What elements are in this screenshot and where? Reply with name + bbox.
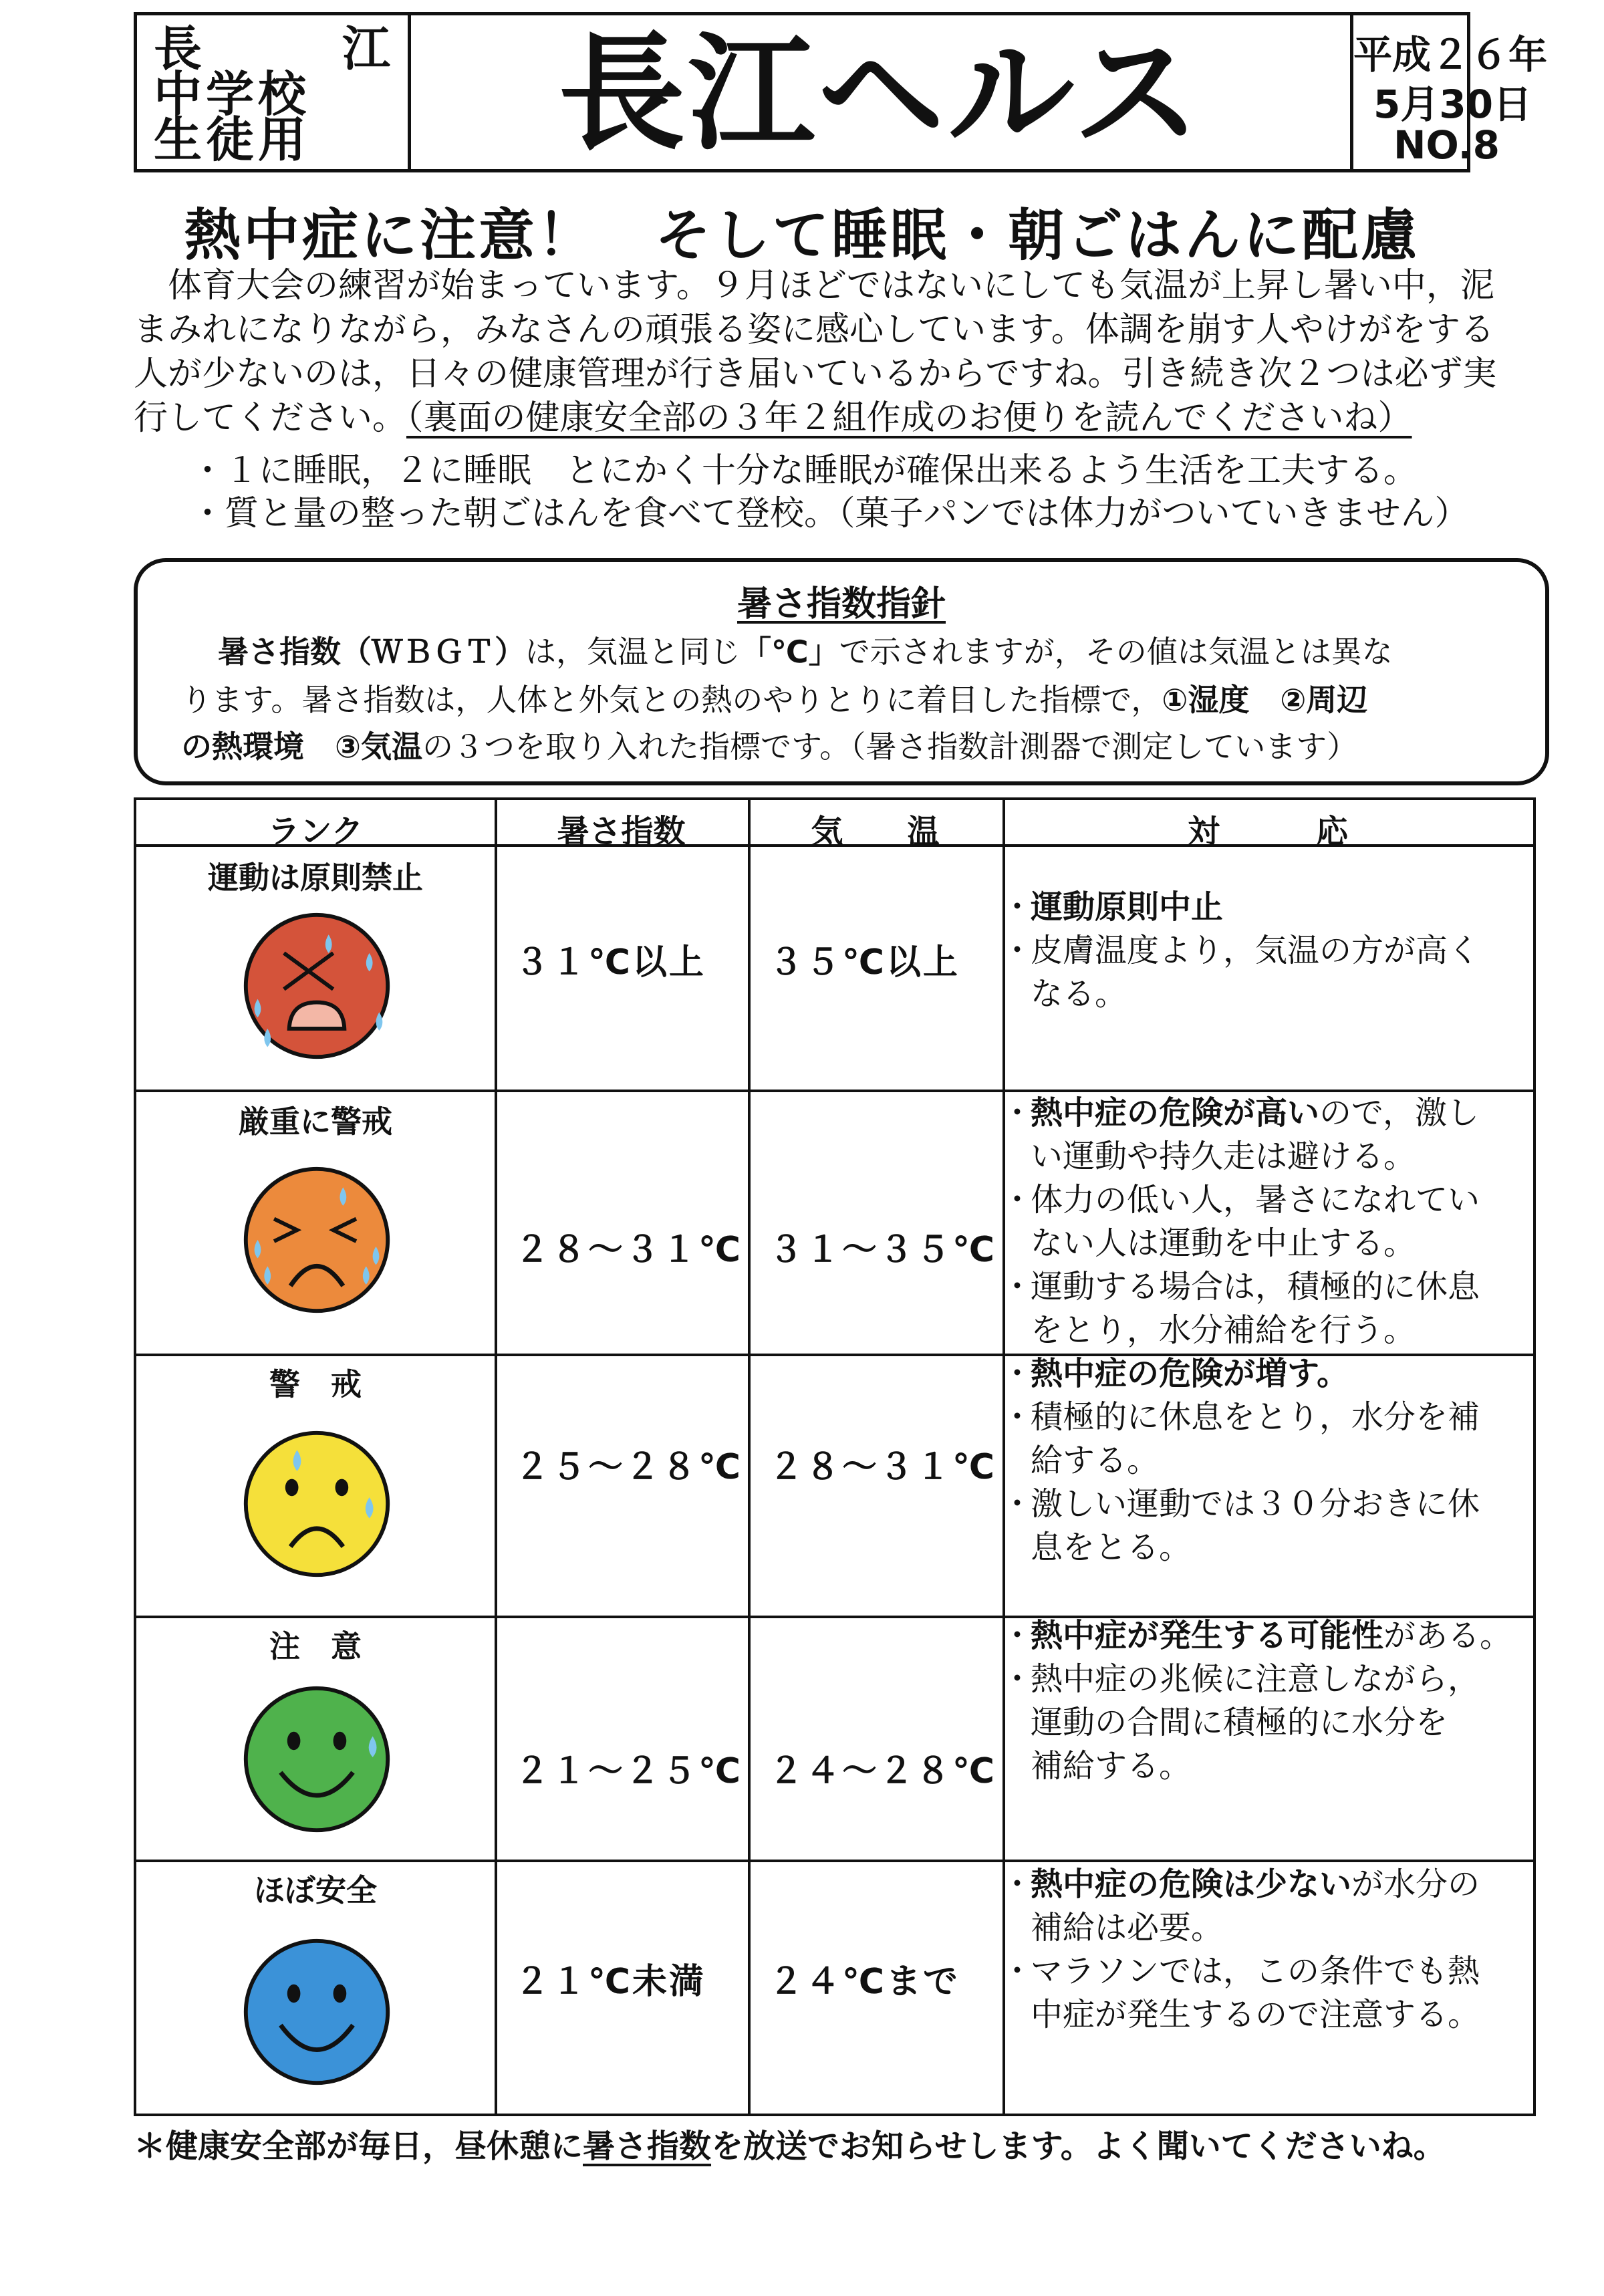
footer-text-suffix: を放送でお知らせします。よく聞いてくださいね。: [711, 2128, 1446, 2165]
wbgt-line-2-text: ります。暑さ指数は，人体と外気との熱のやりとりに着目した指標で，: [181, 682, 1162, 718]
intro-line-1: 体育大会の練習が始まっています。９月ほどではないにしても気温が上昇し暑い中，泥: [134, 266, 1494, 305]
temperature-value: ２８～３１℃: [769, 1447, 996, 1487]
response-item: [1005, 1396, 1533, 1483]
newsletter-title: 長江ヘルス: [558, 20, 1203, 168]
school-name-char-1: 長: [154, 21, 207, 77]
response-text-cont: 中症が発生するので注意する。: [1031, 1996, 1480, 2033]
response-item: [1005, 1178, 1533, 1265]
response-cell: [1005, 1352, 1533, 1569]
wbgt-line-3-text: の３つを取り入れた指標です。（暑さ指数計測器で測定しています）: [422, 729, 1358, 765]
response-text-cont: 補給する。: [1031, 1747, 1192, 1785]
main-heading: 熱中症に注意！ そして睡眠・朝ごはんに配慮: [184, 203, 1420, 268]
response-text: がある。: [1383, 1617, 1512, 1654]
response-cell: [1005, 1863, 1533, 2037]
school-label-cell: [137, 15, 411, 169]
response-cell: [1005, 1614, 1533, 1788]
school-name-char-2: 江: [342, 21, 394, 77]
factor-humidity: ①湿度: [1162, 682, 1250, 718]
footer-keyword: 暑さ指数: [583, 2128, 712, 2165]
date-cell: [1353, 15, 1548, 169]
response-cell: [1005, 1092, 1533, 1352]
heat-index-value: ３１℃以上: [515, 942, 706, 983]
factor-surroundings: ②周辺: [1280, 682, 1368, 718]
sad-face-icon: [238, 1425, 396, 1583]
temperature-value: ２４～２８℃: [769, 1751, 996, 1791]
rank-label: ほぼ安全: [254, 1872, 377, 1908]
response-emphasis: 熱中症が発生する可能性: [1031, 1617, 1384, 1654]
response-item: [1005, 1658, 1533, 1788]
response-item: [1005, 1265, 1533, 1352]
celsius-unit: 「℃」: [741, 634, 839, 670]
response-text-cont: ない人は運動を中止する。: [1031, 1225, 1416, 1262]
rank-label: 運動は原則禁止: [208, 860, 423, 896]
advice-bullet-breakfast: ・質と量の整った朝ごはんを食べて登校。（菓子パンでは体力がついていきません）: [190, 494, 1469, 533]
response-text: 皮膚温度より，気温の方が高く: [1031, 932, 1480, 969]
response-text: 熱中症の兆候に注意しながら，: [1031, 1660, 1480, 1698]
heat-index-value: ２１～２５℃: [515, 1751, 743, 1791]
response-text: が水分の: [1351, 1866, 1480, 1903]
header-temperature: 気 温: [811, 813, 940, 850]
response-item: [1005, 1950, 1533, 2037]
factor-surroundings-rest: の熱環境: [181, 729, 304, 765]
response-text-cont: をとり，水分補給を行う。: [1031, 1311, 1416, 1349]
factor-temperature: ③気温: [335, 729, 422, 765]
advice-bullet-sleep: ・１に睡眠，２に睡眠 とにかく十分な睡眠が確保出来るよう生活を工夫する。: [190, 451, 1418, 491]
heat-index-value: ２５～２８℃: [515, 1447, 743, 1487]
wbgt-title: 暑さ指数指針: [737, 584, 946, 624]
very-hot-face-icon: [238, 907, 396, 1065]
intro-line-4: [134, 396, 1412, 440]
newsletter-header: [134, 12, 1548, 172]
response-emphasis: 運動原則中止: [1031, 888, 1224, 926]
rank-label: 警 戒: [269, 1366, 362, 1402]
intro-line-4-text: 行してください。: [134, 398, 407, 438]
intro-line-2: まみれになりながら，みなさんの頑張る姿に感心しています。体調を崩す人やけがをする: [134, 310, 1494, 350]
wbgt-line-2: [181, 676, 1367, 720]
back-page-note: （裏面の健康安全部の３年２組作成のお便りを読んでくださいね）: [406, 398, 1412, 438]
response-text-cont: い運動や持久走は避ける。: [1031, 1138, 1416, 1175]
footer-note: [134, 2120, 1446, 2166]
response-item: [1005, 1483, 1533, 1569]
wbgt-line-1-text-b: で示されますが，その値は気温とは異な: [839, 634, 1393, 670]
wbgt-line-3: [181, 723, 1357, 767]
title-cell: [411, 15, 1353, 169]
response-text: 体力の低い人，暑さになれてい: [1031, 1181, 1480, 1219]
response-emphasis: 熱中症の危険が増す。: [1031, 1355, 1349, 1392]
school-type: 中学校: [154, 66, 311, 122]
response-text: 積極的に休息をとり，水分を補: [1031, 1398, 1480, 1436]
response-text: マラソンでは，この条件でも熱: [1031, 1952, 1480, 1990]
temperature-value: ２４℃まで: [769, 1962, 960, 2002]
wbgt-line-1-text-a: は，気温と同じ: [525, 634, 741, 670]
rank-label: 注 意: [269, 1628, 362, 1664]
wbgt-line-1: [218, 628, 1393, 672]
response-item: [1005, 1863, 1533, 1950]
rank-label: 厳重に警戒: [239, 1104, 392, 1140]
issue-number: NO.8: [1393, 122, 1500, 168]
response-text-cont: なる。: [1031, 975, 1127, 1013]
distressed-face-icon: [238, 1161, 396, 1319]
header-response: 対 応: [1187, 813, 1348, 850]
audience-label: 生徒用: [154, 112, 311, 168]
response-item: [1005, 886, 1533, 929]
heat-index-value: ２８～３１℃: [515, 1230, 743, 1270]
response-cell: [1005, 886, 1533, 1016]
issue-era: 平成２６年: [1353, 32, 1548, 78]
wbgt-term: 暑さ指数（ＷＢＧＴ）: [218, 634, 525, 670]
response-item: [1005, 1614, 1533, 1658]
response-text-cont: 補給は必要。: [1031, 1909, 1224, 1946]
header-heat-index: 暑さ指数: [557, 813, 686, 850]
response-text: 運動する場合は，積極的に休息: [1031, 1268, 1480, 1305]
header-rank: ランク: [267, 813, 364, 850]
response-text-cont: 給する。: [1031, 1442, 1160, 1479]
issue-date: 5月30日: [1373, 82, 1532, 127]
response-text-cont: 息をとる。: [1031, 1529, 1192, 1566]
response-emphasis: 熱中症の危険が高い: [1031, 1094, 1320, 1132]
heat-index-value: ２１℃未満: [515, 1962, 706, 2002]
temperature-value: ３１～３５℃: [769, 1230, 996, 1270]
temperature-value: ３５℃以上: [769, 942, 960, 983]
heat-index-table: [134, 797, 1536, 2116]
response-text: ので，激し: [1319, 1094, 1480, 1132]
intro-line-3: 人が少ないのは，日々の健康管理が行き届いているからですね。引き続き次２つは必ず実: [134, 354, 1497, 394]
wbgt-info-box: [134, 558, 1549, 785]
happy-face-icon: [238, 1933, 396, 2091]
response-item: [1005, 1352, 1533, 1396]
response-item: [1005, 1092, 1533, 1178]
response-text-cont: 運動の合間に積極的に水分を: [1031, 1704, 1448, 1741]
footer-text-prefix: ＊健康安全部が毎日，昼休憩に: [134, 2128, 583, 2165]
response-emphasis: 熱中症の危険は少ない: [1031, 1866, 1352, 1903]
response-text: 激しい運動では３０分おきに休: [1031, 1485, 1480, 1523]
response-item: [1005, 929, 1533, 1016]
smile-sweat-face-icon: [238, 1680, 396, 1838]
